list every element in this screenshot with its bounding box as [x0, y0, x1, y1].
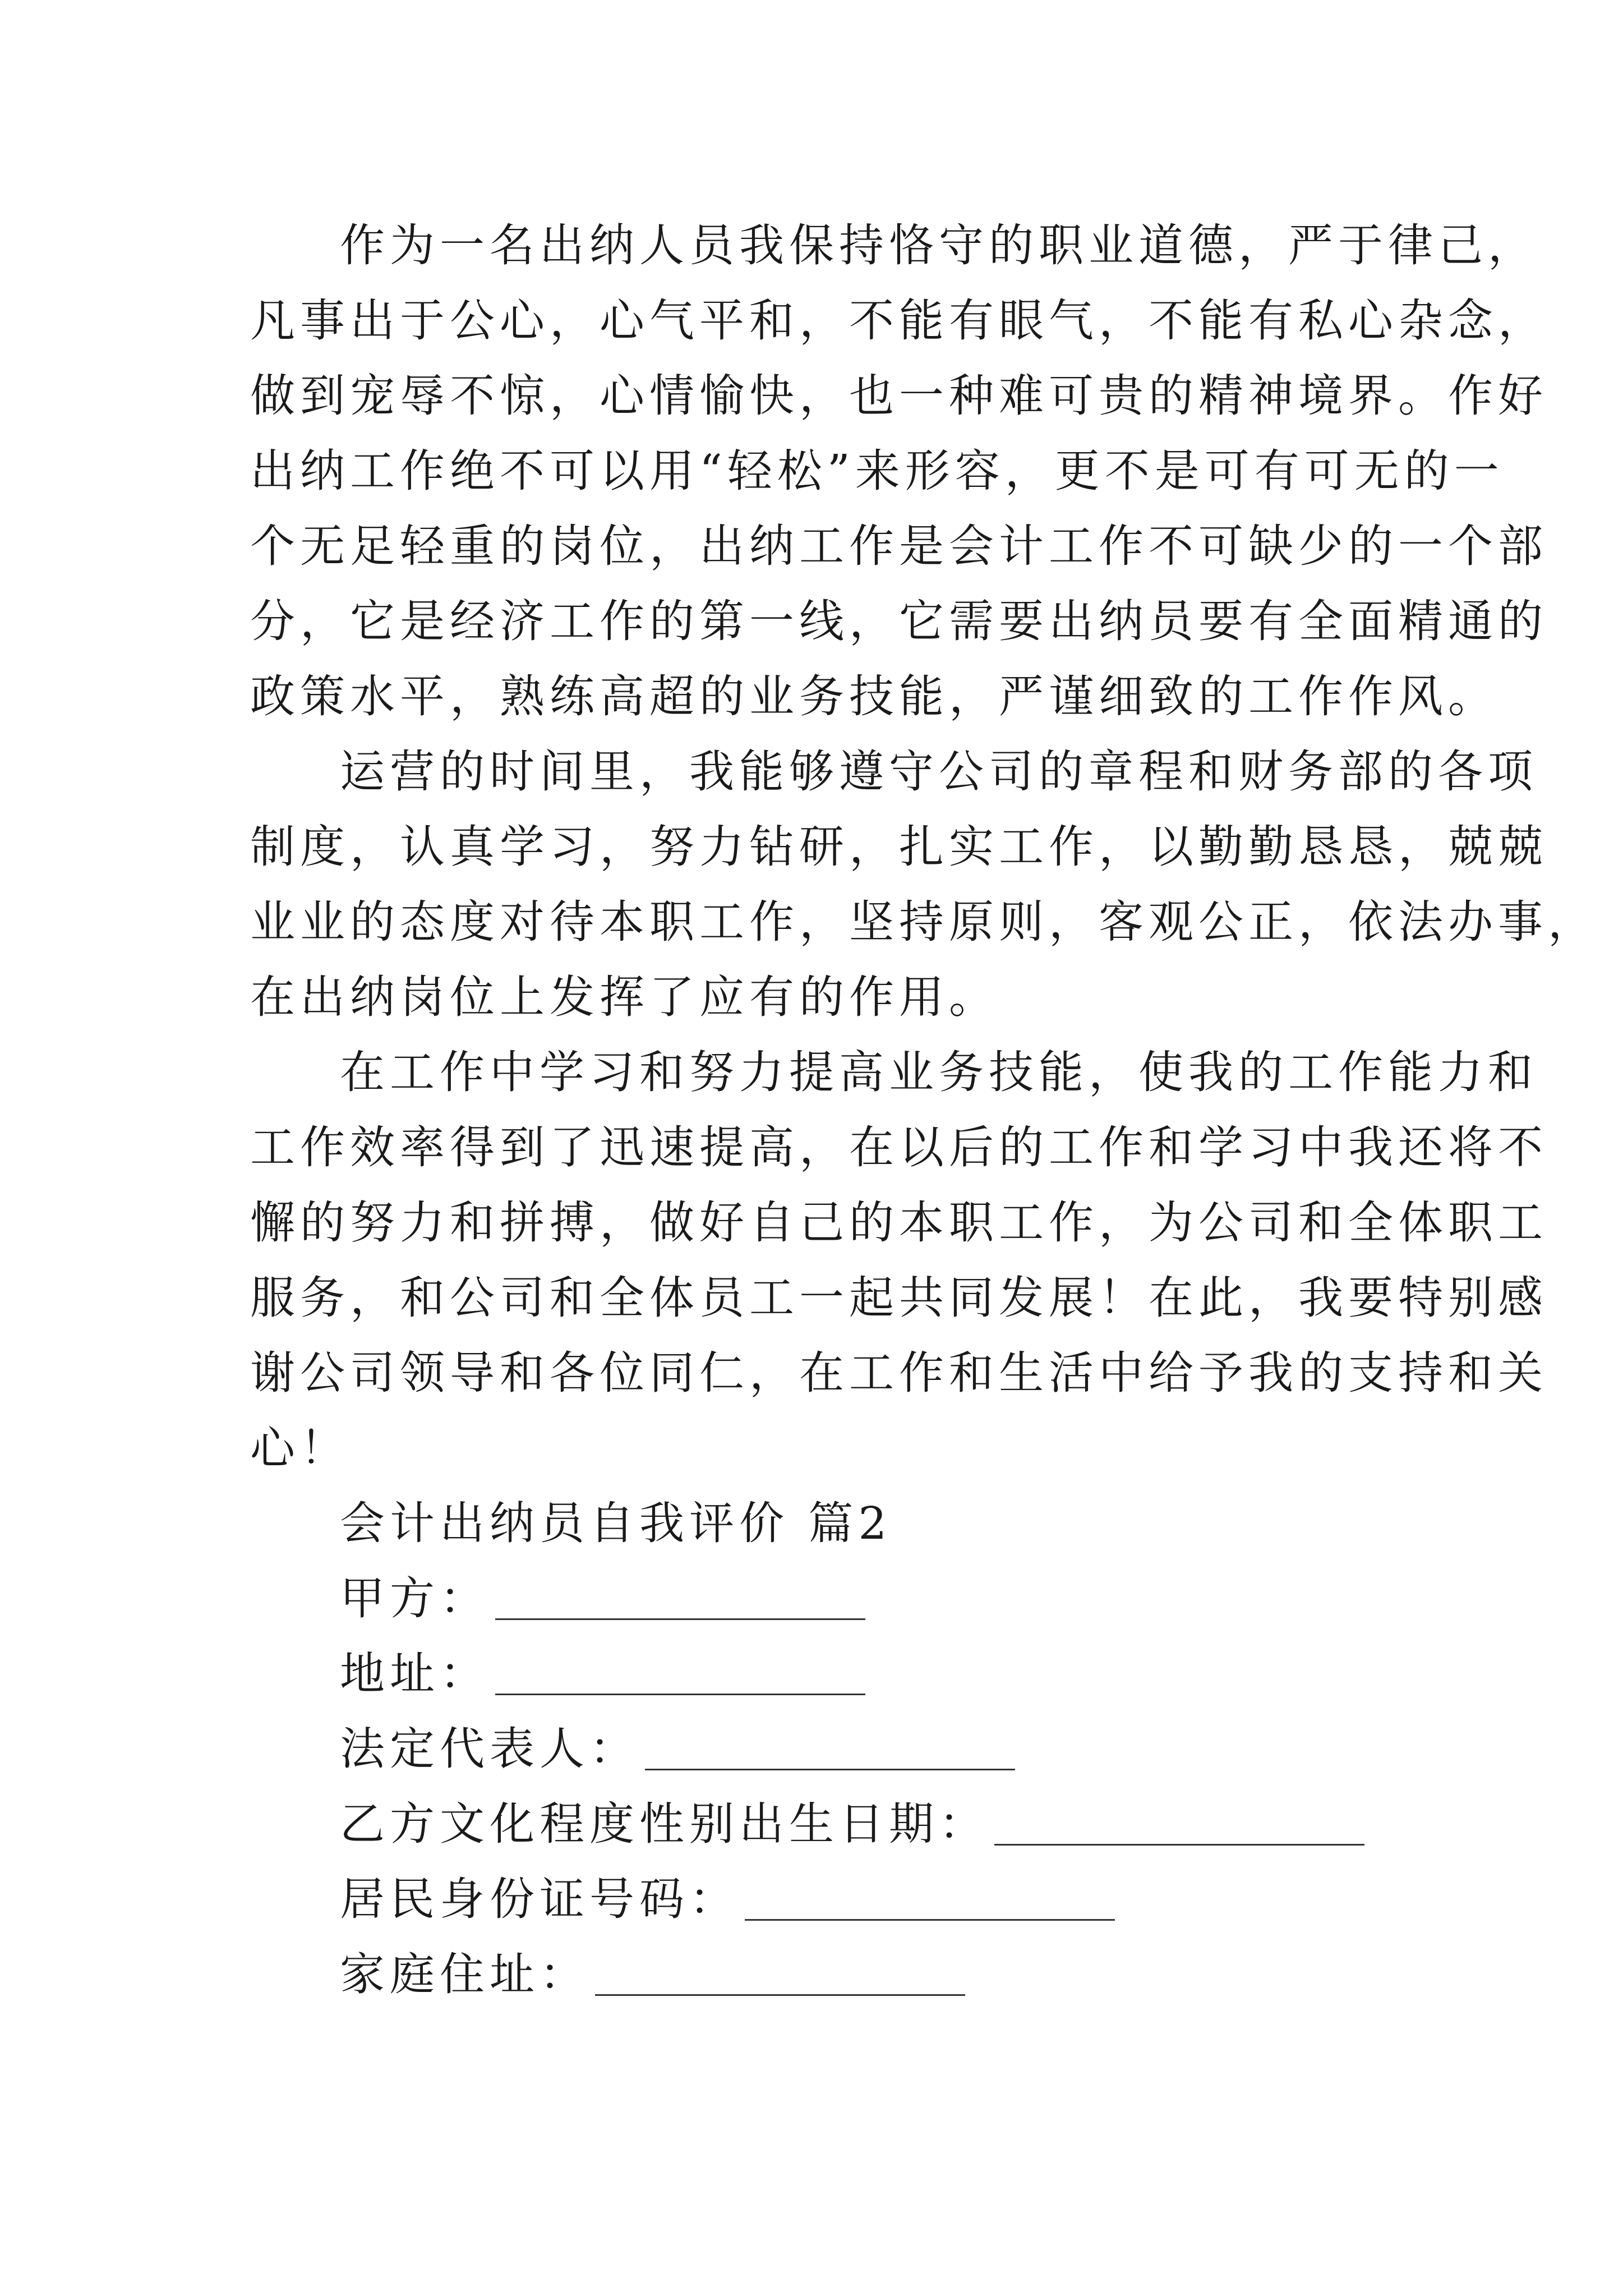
paragraph-3-line: 懈的努力和拼搏，做好自己的本职工作，为公司和全体职工 [250, 1197, 1548, 1249]
form-field-address [340, 1648, 865, 1700]
paragraph-3-line: 工作效率得到了迅速提高，在以后的工作和学习中我还将不 [250, 1121, 1548, 1174]
paragraph-1-line: 凡事出于公心，心气平和，不能有眼气，不能有私心杂念， [250, 295, 1548, 347]
blank-underline [994, 1842, 1364, 1846]
paragraph-1-line: 个无足轻重的岗位，出纳工作是会计工作不可缺少的一个部 [250, 520, 1548, 572]
form-field-party-b-details [340, 1798, 1364, 1850]
blank-underline [595, 1992, 965, 1996]
paragraph-1-line: 作为一名出纳人员我保持恪守的职业道德，严于律己， [340, 219, 1538, 272]
form-field-id-number [340, 1873, 1115, 1925]
blank-underline [745, 1917, 1115, 1921]
paragraph-2-line: 业业的态度对待本职工作，坚持原则，客观公正，依法办事， [250, 896, 1598, 948]
field-label: 法定代表人： [340, 1723, 639, 1775]
field-label: 地址： [340, 1648, 490, 1700]
section-title: 会计出纳员自我评价 篇2 [340, 1497, 892, 1549]
paragraph-1-line: 政策水平，熟练高超的业务技能，严谨细致的工作作风。 [250, 670, 1498, 723]
blank-underline [495, 1691, 865, 1695]
field-label: 乙方文化程度性别出生日期： [340, 1798, 989, 1850]
field-label: 家庭住址： [340, 1948, 589, 2000]
paragraph-3-line: 服务，和公司和全体员工一起共同发展！在此，我要特别感 [250, 1272, 1548, 1324]
form-field-legal-representative [340, 1723, 1015, 1775]
paragraph-3-line: 谢公司领导和各位同仁，在工作和生活中给予我的支持和关 [250, 1347, 1548, 1399]
paragraph-1-line: 分，它是经济工作的第一线，它需要出纳员要有全面精通的 [250, 595, 1548, 647]
paragraph-2-line: 制度，认真学习，努力钻研，扎实工作，以勤勤恳恳，兢兢 [250, 821, 1548, 873]
paragraph-3-line: 心！ [250, 1422, 350, 1474]
blank-underline [495, 1616, 865, 1620]
paragraph-2-line: 在出纳岗位上发挥了应有的作用。 [250, 971, 999, 1023]
paragraph-1-line: 出纳工作绝不可以用“轻松”来形容，更不是可有可无的一 [250, 445, 1504, 497]
form-field-party-a [340, 1572, 865, 1625]
form-field-home-address [340, 1948, 965, 2000]
paragraph-3-line: 在工作中学习和努力提高业务技能，使我的工作能力和 [340, 1046, 1538, 1098]
field-label: 甲方： [340, 1572, 490, 1625]
paragraph-1-line: 做到宠辱不惊，心情愉快，也一种难可贵的精神境界。作好 [250, 370, 1548, 422]
field-label: 居民身份证号码： [340, 1873, 739, 1925]
blank-underline [645, 1766, 1015, 1770]
paragraph-2-line: 运营的时间里，我能够遵守公司的章程和财务部的各项 [340, 746, 1538, 798]
